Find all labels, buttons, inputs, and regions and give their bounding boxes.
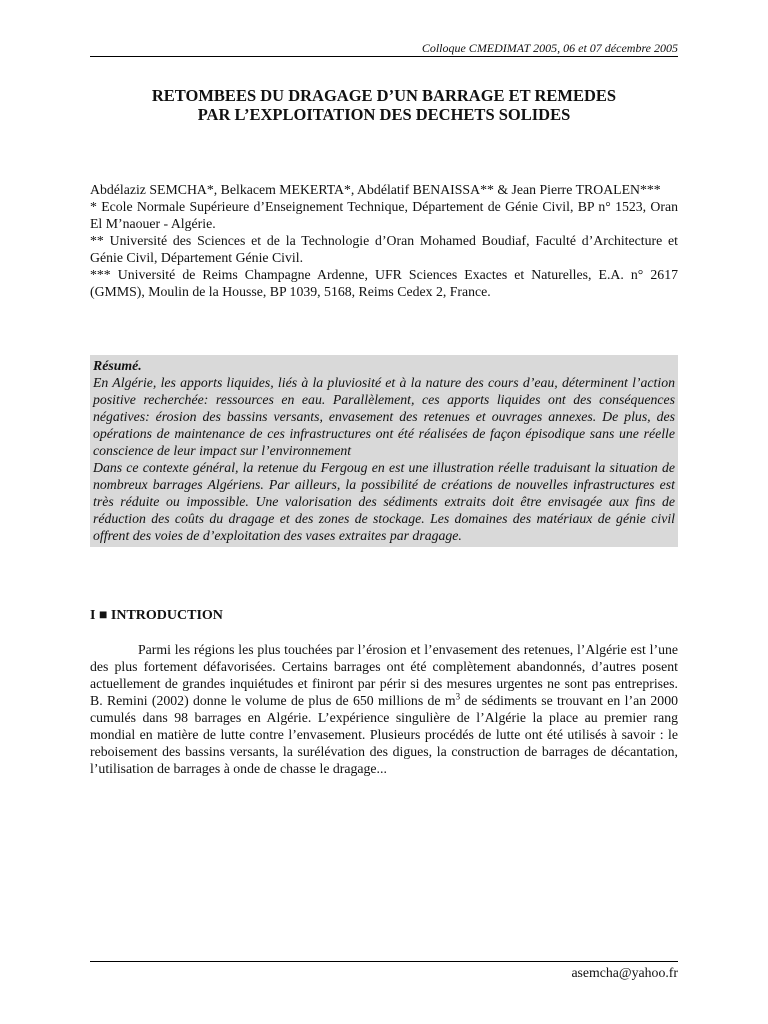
title-line-2: PAR L’EXPLOITATION DES DECHETS SOLIDES — [197, 105, 571, 124]
authors-block — [90, 181, 678, 300]
title-line-1: RETOMBEES DU DRAGAGE D’UN BARRAGE ET REMEDES — [151, 86, 617, 105]
footer-divider — [90, 961, 678, 962]
section-heading-introduction: I ■ INTRODUCTION — [90, 608, 223, 623]
abstract-paragraph-1: En Algérie, les apports liquides, liés à la pluviosité et à la nature des cours d’eau, déterminent l’action positive recherchée: ressources en eau. Parallèlement, ces apports liquides ont des conséquences négatives: érosion des bassins versants, envasement des retenues et ouvrages annexes. De plus, des opérations de maintenance de ces infrastructures ont été réalisées de façon épisodique sans une réelle conscience de leur impact sur l’environnement — [93, 375, 675, 458]
author-list: Abdélaziz SEMCHA*, Belkacem MEKERTA*, Abdélatif BENAISSA** & Jean Pierre TROALEN*** — [90, 182, 661, 197]
author-email: asemcha@yahoo.fr — [571, 965, 678, 980]
running-header: Colloque CMEDIMAT 2005, 06 et 07 décembre 2005 — [90, 41, 678, 57]
affiliation-2: ** Université des Sciences et de la Technologie d’Oran Mohamed Boudiaf, Faculté d’Architecture et Génie Civil, Département Génie Civil. — [90, 233, 678, 265]
affiliation-3: *** Université de Reims Champagne Ardenne, UFR Sciences Exactes et Naturelles, E.A. n° 2617 (GMMS), Moulin de la Housse, BP 1039, 5168, Reims Cedex 2, France. — [90, 267, 678, 299]
affiliation-1: * Ecole Normale Supérieure d’Enseignement Technique, Département de Génie Civil, BP n° 1523, Oran El M’naouer - Algérie. — [90, 199, 678, 231]
cubic-superscript: 3 — [455, 691, 461, 702]
abstract-heading: Résumé. — [93, 358, 142, 373]
abstract-box — [90, 355, 678, 547]
paper-title — [90, 86, 678, 124]
intro-text-part-2: de sédiments se trouvant en l’an 2000 cumulés dans 98 barrages en Algérie. L’expérience singulière de l’Algérie la place au premier rang mondial en matière de lutte contre l’envasement. Plusieurs procédés de lutte ont été utilisés à savoir : le reboisement des bassins versants, la surélévation des digues, la construction de barrages de décantation, l’utilisation de barrages à onde de chasse le dragage... — [90, 693, 678, 776]
abstract-paragraph-2: Dans ce contexte général, la retenue du Fergoug en est une illustration réelle traduisant la situation de nombreux barrages Algériens. Par ailleurs, la possibilité de créations de nouvelles infrastructures est très réduite ou impossible. Une valorisation des sédiments extraits doit être envisagée aux fins de réduction des coûts du dragage et des zones de stockage. Les domaines des matériaux de génie civil offrent des voies de d’exploitation des vases extraites par dragage. — [93, 460, 675, 543]
intro-paragraph — [90, 641, 678, 777]
introduction-body — [90, 641, 678, 777]
intro-text-part-1: Parmi les régions les plus touchées par l’érosion et l’envasement des retenues, l’Algérie est l’une des plus fortement défavorisées. Certains barrages ont été complètement abandonnés, d’autres posent actuellement de grandes inquiétudes et finiront par périr si des mesures urgentes ne sont pas entreprises. B. Remini (2002) donne le volume de plus de 650 millions de m — [90, 642, 678, 708]
